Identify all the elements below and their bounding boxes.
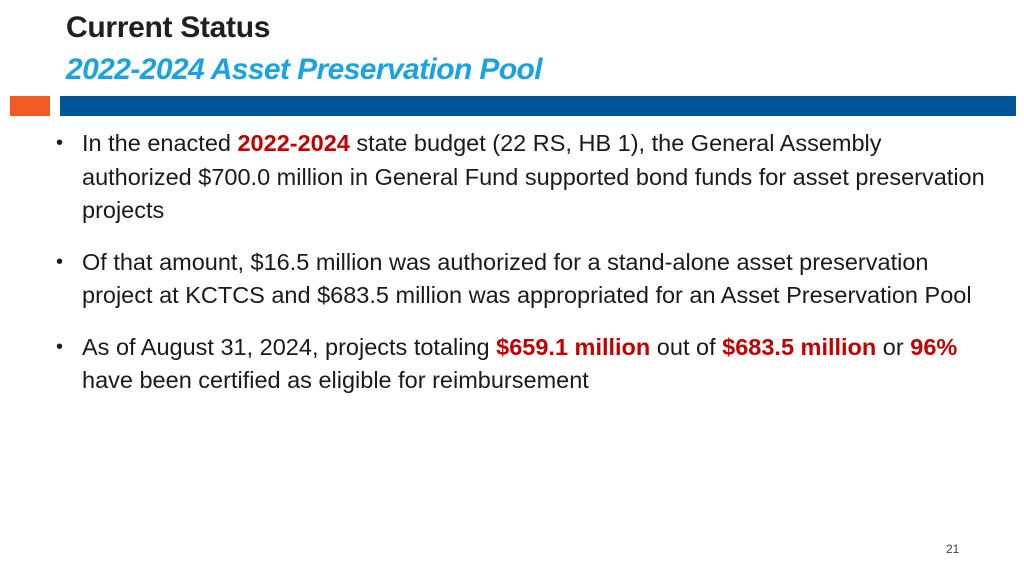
bullet-item-allocation xyxy=(56,246,986,313)
highlighted-certified-amount: $659.1 million xyxy=(496,333,651,360)
text-segment: or xyxy=(876,333,911,360)
highlighted-pool-amount: $683.5 million xyxy=(722,333,877,360)
bullet-list xyxy=(56,127,986,416)
blue-header-rule xyxy=(60,96,1016,116)
text-segment: have been certified as eligible for reimbursement xyxy=(82,367,589,393)
slide-title: Current Status xyxy=(66,11,271,44)
bullet-text xyxy=(82,130,985,223)
bullet-item-budget xyxy=(56,127,986,228)
text-segment: In the enacted xyxy=(82,130,238,156)
bullet-text xyxy=(82,249,972,309)
highlighted-percent: 96% xyxy=(910,333,958,360)
bullet-item-certified xyxy=(56,331,986,398)
bullet-dot-icon: • xyxy=(56,132,64,154)
bullet-dot-icon: • xyxy=(56,250,64,273)
text-segment: As of August 31, 2024, projects totaling xyxy=(82,333,497,360)
text-segment: out of xyxy=(650,333,723,360)
text-segment: state budget (22 RS, HB 1), the General Assembly authorized $700.0 million in General Fund supported bond funds for asset preservation projects xyxy=(82,130,985,223)
page-number: 21 xyxy=(946,542,960,556)
bullet-text xyxy=(82,334,957,394)
slide-subtitle: 2022-2024 Asset Preservation Pool xyxy=(66,53,543,86)
orange-accent-bar xyxy=(10,96,50,116)
highlighted-years: 2022-2024 xyxy=(237,130,350,156)
bullet-dot-icon: • xyxy=(56,335,64,358)
text-segment: Of that amount, $16.5 million was authorized for a stand-alone asset preservation project at KCTCS and $683.5 million was appropriated for an Asset Preservation Pool xyxy=(82,248,972,308)
